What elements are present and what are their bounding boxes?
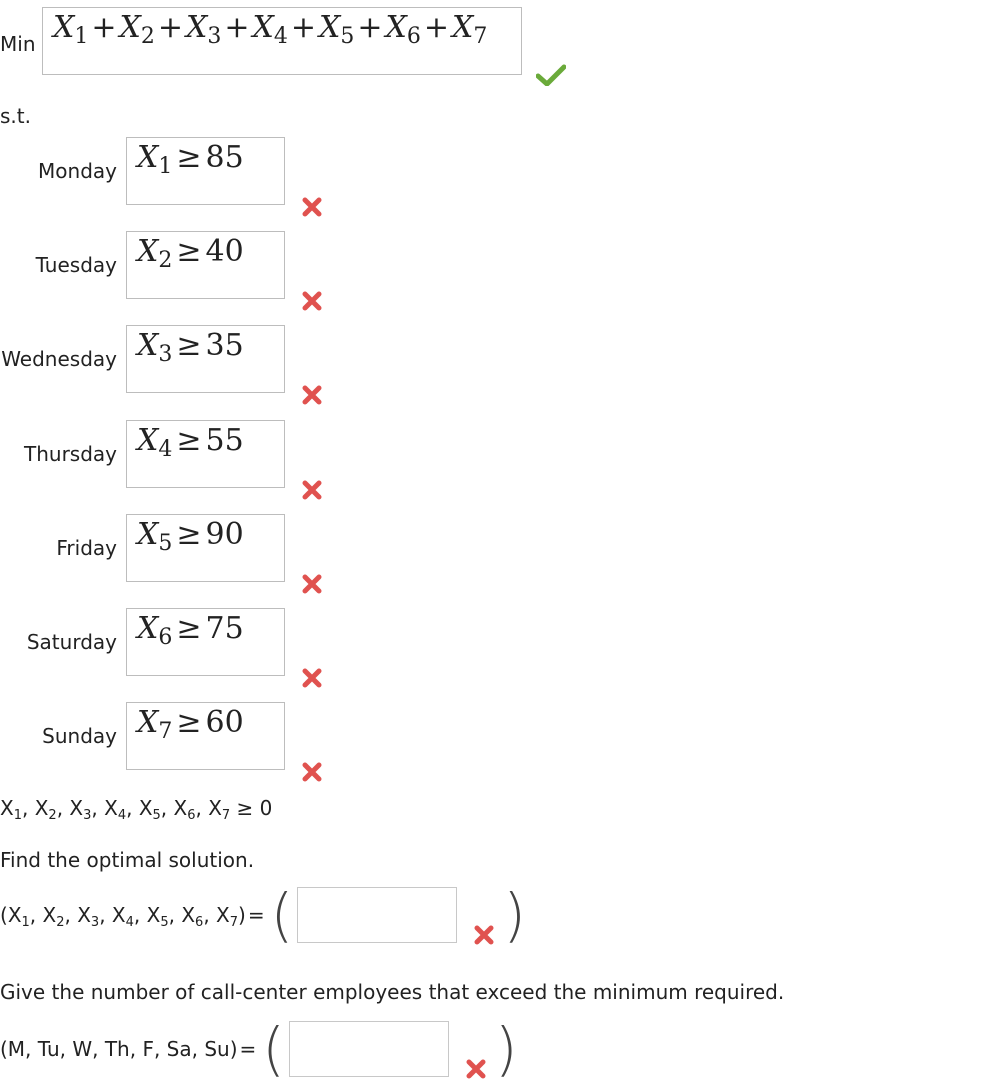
comma: , xyxy=(21,796,35,820)
objective-term xyxy=(452,10,488,49)
variable: X xyxy=(111,903,126,927)
nonnegativity-constraint xyxy=(0,796,273,823)
constraint-day-label: Tuesday xyxy=(35,253,117,277)
tuple-open: ( xyxy=(0,903,8,927)
q1-close-paren: ) xyxy=(503,881,526,949)
subscript: 1 xyxy=(13,808,22,823)
q2-open-paren: ( xyxy=(262,1015,285,1083)
constraint-rhs: 75 xyxy=(205,611,244,646)
variable: X xyxy=(385,10,407,45)
comma: , xyxy=(64,903,78,927)
objective-term xyxy=(319,10,355,49)
cross-icon xyxy=(301,384,323,406)
q2-close-paren: ) xyxy=(494,1015,518,1083)
comma: , xyxy=(133,903,147,927)
constraint-input[interactable] xyxy=(126,514,285,582)
subscript: 7 xyxy=(473,24,488,49)
constraint-variable xyxy=(137,140,173,179)
inequality-operator: ≥ xyxy=(176,705,202,740)
inequality-operator: ≥ xyxy=(176,517,202,552)
constraint-variable xyxy=(137,517,173,556)
subscript: 1 xyxy=(74,24,89,49)
variable-item xyxy=(69,796,92,823)
cross-icon xyxy=(301,573,323,595)
inequality-operator: ≥ xyxy=(176,611,202,646)
constraint-rhs: 35 xyxy=(205,328,244,363)
constraint-input[interactable] xyxy=(126,702,285,770)
inequality-operator: ≥ xyxy=(176,140,202,175)
q2-variable-tuple: (M, Tu, W, Th, F, Sa, Su) xyxy=(0,1037,238,1061)
cross-icon xyxy=(301,667,323,689)
variable: X xyxy=(216,903,230,927)
subscript: 4 xyxy=(158,437,173,462)
plus-operator: + xyxy=(224,10,250,45)
inequality-operator: ≥ xyxy=(176,423,202,458)
inequality-operator: ≥ xyxy=(176,328,202,363)
variable-item xyxy=(173,796,196,823)
comma: , xyxy=(126,796,139,820)
q2-answer-input[interactable] xyxy=(289,1021,449,1077)
subscript: 5 xyxy=(160,915,169,930)
subscript: 6 xyxy=(195,915,204,930)
constraint-input[interactable] xyxy=(126,420,285,488)
constraint-input[interactable] xyxy=(126,608,285,676)
constraint-input[interactable] xyxy=(126,137,285,205)
plus-operator: + xyxy=(423,10,449,45)
subscript: 1 xyxy=(21,915,30,930)
objective-label: Min xyxy=(0,32,36,56)
tuple-close: ) xyxy=(238,903,246,927)
variable: X xyxy=(69,796,84,820)
variable: X xyxy=(77,903,91,927)
variable: X xyxy=(252,10,274,45)
constraint-rhs: 40 xyxy=(205,234,244,269)
subscript: 7 xyxy=(158,719,173,744)
subscript: 2 xyxy=(48,808,57,823)
variable-item xyxy=(104,796,127,823)
comma: , xyxy=(99,903,112,927)
objective-term xyxy=(385,10,421,49)
constraint-variable xyxy=(137,705,173,744)
comma: , xyxy=(160,796,174,820)
variable: X xyxy=(104,796,118,820)
objective-term xyxy=(186,10,222,49)
objective-term xyxy=(252,10,288,49)
variable: X xyxy=(452,10,474,45)
q1-prompt: Find the optimal solution. xyxy=(0,848,255,872)
variable: X xyxy=(173,796,188,820)
variable: X xyxy=(319,10,341,45)
constraint-variable xyxy=(137,234,173,273)
constraint-day-label: Sunday xyxy=(42,724,117,748)
variable: X xyxy=(138,796,153,820)
comma: , xyxy=(91,796,105,820)
subscript: 4 xyxy=(125,915,134,930)
subscript: 7 xyxy=(221,808,231,823)
cross-icon xyxy=(301,761,323,783)
subscript: 4 xyxy=(273,24,288,49)
q1-answer-row xyxy=(0,880,526,950)
variable-item xyxy=(0,796,22,823)
constraint-rhs: 60 xyxy=(205,705,244,740)
variable-item xyxy=(138,796,161,823)
variable: X xyxy=(137,328,159,363)
subscript: 6 xyxy=(187,808,196,823)
subscript: 4 xyxy=(117,808,127,823)
check-icon xyxy=(536,64,566,86)
subscript: 7 xyxy=(229,915,239,930)
st-label: s.t. xyxy=(0,104,31,128)
variable-item xyxy=(34,796,57,823)
q1-open-paren: ( xyxy=(270,881,294,949)
cross-icon xyxy=(301,479,323,501)
constraint-day-label: Wednesday xyxy=(1,347,117,371)
constraint-input[interactable] xyxy=(126,231,285,299)
cross-icon xyxy=(301,290,323,312)
constraint-variable xyxy=(137,423,173,462)
nonneg-suffix: ≥ 0 xyxy=(230,796,273,820)
objective-term xyxy=(53,10,89,49)
variable: X xyxy=(146,903,161,927)
variable: X xyxy=(186,10,208,45)
constraint-day-label: Monday xyxy=(38,159,117,183)
variable: X xyxy=(181,903,196,927)
subscript: 5 xyxy=(158,531,173,556)
subscript: 2 xyxy=(158,248,173,273)
plus-operator: + xyxy=(290,10,316,45)
subscript: 3 xyxy=(207,24,222,49)
q2-equals: = xyxy=(239,1037,257,1061)
comma: , xyxy=(195,796,209,820)
subscript: 3 xyxy=(83,808,92,823)
subscript: 5 xyxy=(340,24,355,49)
variable: X xyxy=(34,796,49,820)
constraint-day-label: Saturday xyxy=(26,630,117,654)
q1-variable-tuple xyxy=(0,903,246,930)
constraint-day-label: Thursday xyxy=(24,442,117,466)
constraint-rhs: 85 xyxy=(205,140,244,175)
comma: , xyxy=(168,903,182,927)
subscript: 6 xyxy=(158,625,173,650)
plus-operator: + xyxy=(157,10,183,45)
subscript: 6 xyxy=(406,24,421,49)
variable-item xyxy=(181,903,204,930)
objective-input[interactable] xyxy=(42,7,522,75)
q1-cross-icon xyxy=(473,924,495,946)
variable: X xyxy=(137,611,159,646)
variable-item xyxy=(111,903,134,930)
variable-item xyxy=(146,903,169,930)
variable: X xyxy=(42,903,57,927)
plus-operator: + xyxy=(91,10,117,45)
subscript: 2 xyxy=(56,915,65,930)
comma: , xyxy=(29,903,43,927)
variable: X xyxy=(137,517,159,552)
q2-cross-icon xyxy=(465,1058,487,1080)
variable: X xyxy=(0,796,14,820)
constraint-variable xyxy=(137,328,173,367)
subscript: 2 xyxy=(140,24,155,49)
variable: X xyxy=(137,140,159,175)
q1-equals: = xyxy=(247,903,265,927)
comma: , xyxy=(56,796,70,820)
q1-answer-input[interactable] xyxy=(297,887,457,943)
constraint-day-label: Friday xyxy=(56,536,117,560)
plus-operator: + xyxy=(357,10,383,45)
subscript: 3 xyxy=(90,915,100,930)
constraint-rhs: 90 xyxy=(205,517,244,552)
variable: X xyxy=(208,796,222,820)
subscript: 3 xyxy=(158,342,173,367)
inequality-operator: ≥ xyxy=(176,234,202,269)
variable: X xyxy=(7,903,22,927)
variable-item xyxy=(42,903,65,930)
subscript: 1 xyxy=(158,154,173,179)
variable-item xyxy=(208,796,231,823)
variable: X xyxy=(53,10,75,45)
comma: , xyxy=(203,903,217,927)
variable: X xyxy=(137,705,159,740)
variable-item xyxy=(216,903,239,930)
cross-icon xyxy=(301,196,323,218)
objective-term xyxy=(119,10,155,49)
variable-item xyxy=(77,903,100,930)
subscript: 5 xyxy=(152,808,161,823)
variable: X xyxy=(119,10,141,45)
variable: X xyxy=(137,234,159,269)
constraint-variable xyxy=(137,611,173,650)
q2-prompt: Give the number of call-center employees that exceed the minimum required. xyxy=(0,980,785,1004)
q2-answer-row xyxy=(0,1014,518,1084)
constraint-input[interactable] xyxy=(126,325,285,393)
variable-item xyxy=(7,903,30,930)
variable: X xyxy=(137,423,159,458)
constraint-rhs: 55 xyxy=(205,423,244,458)
